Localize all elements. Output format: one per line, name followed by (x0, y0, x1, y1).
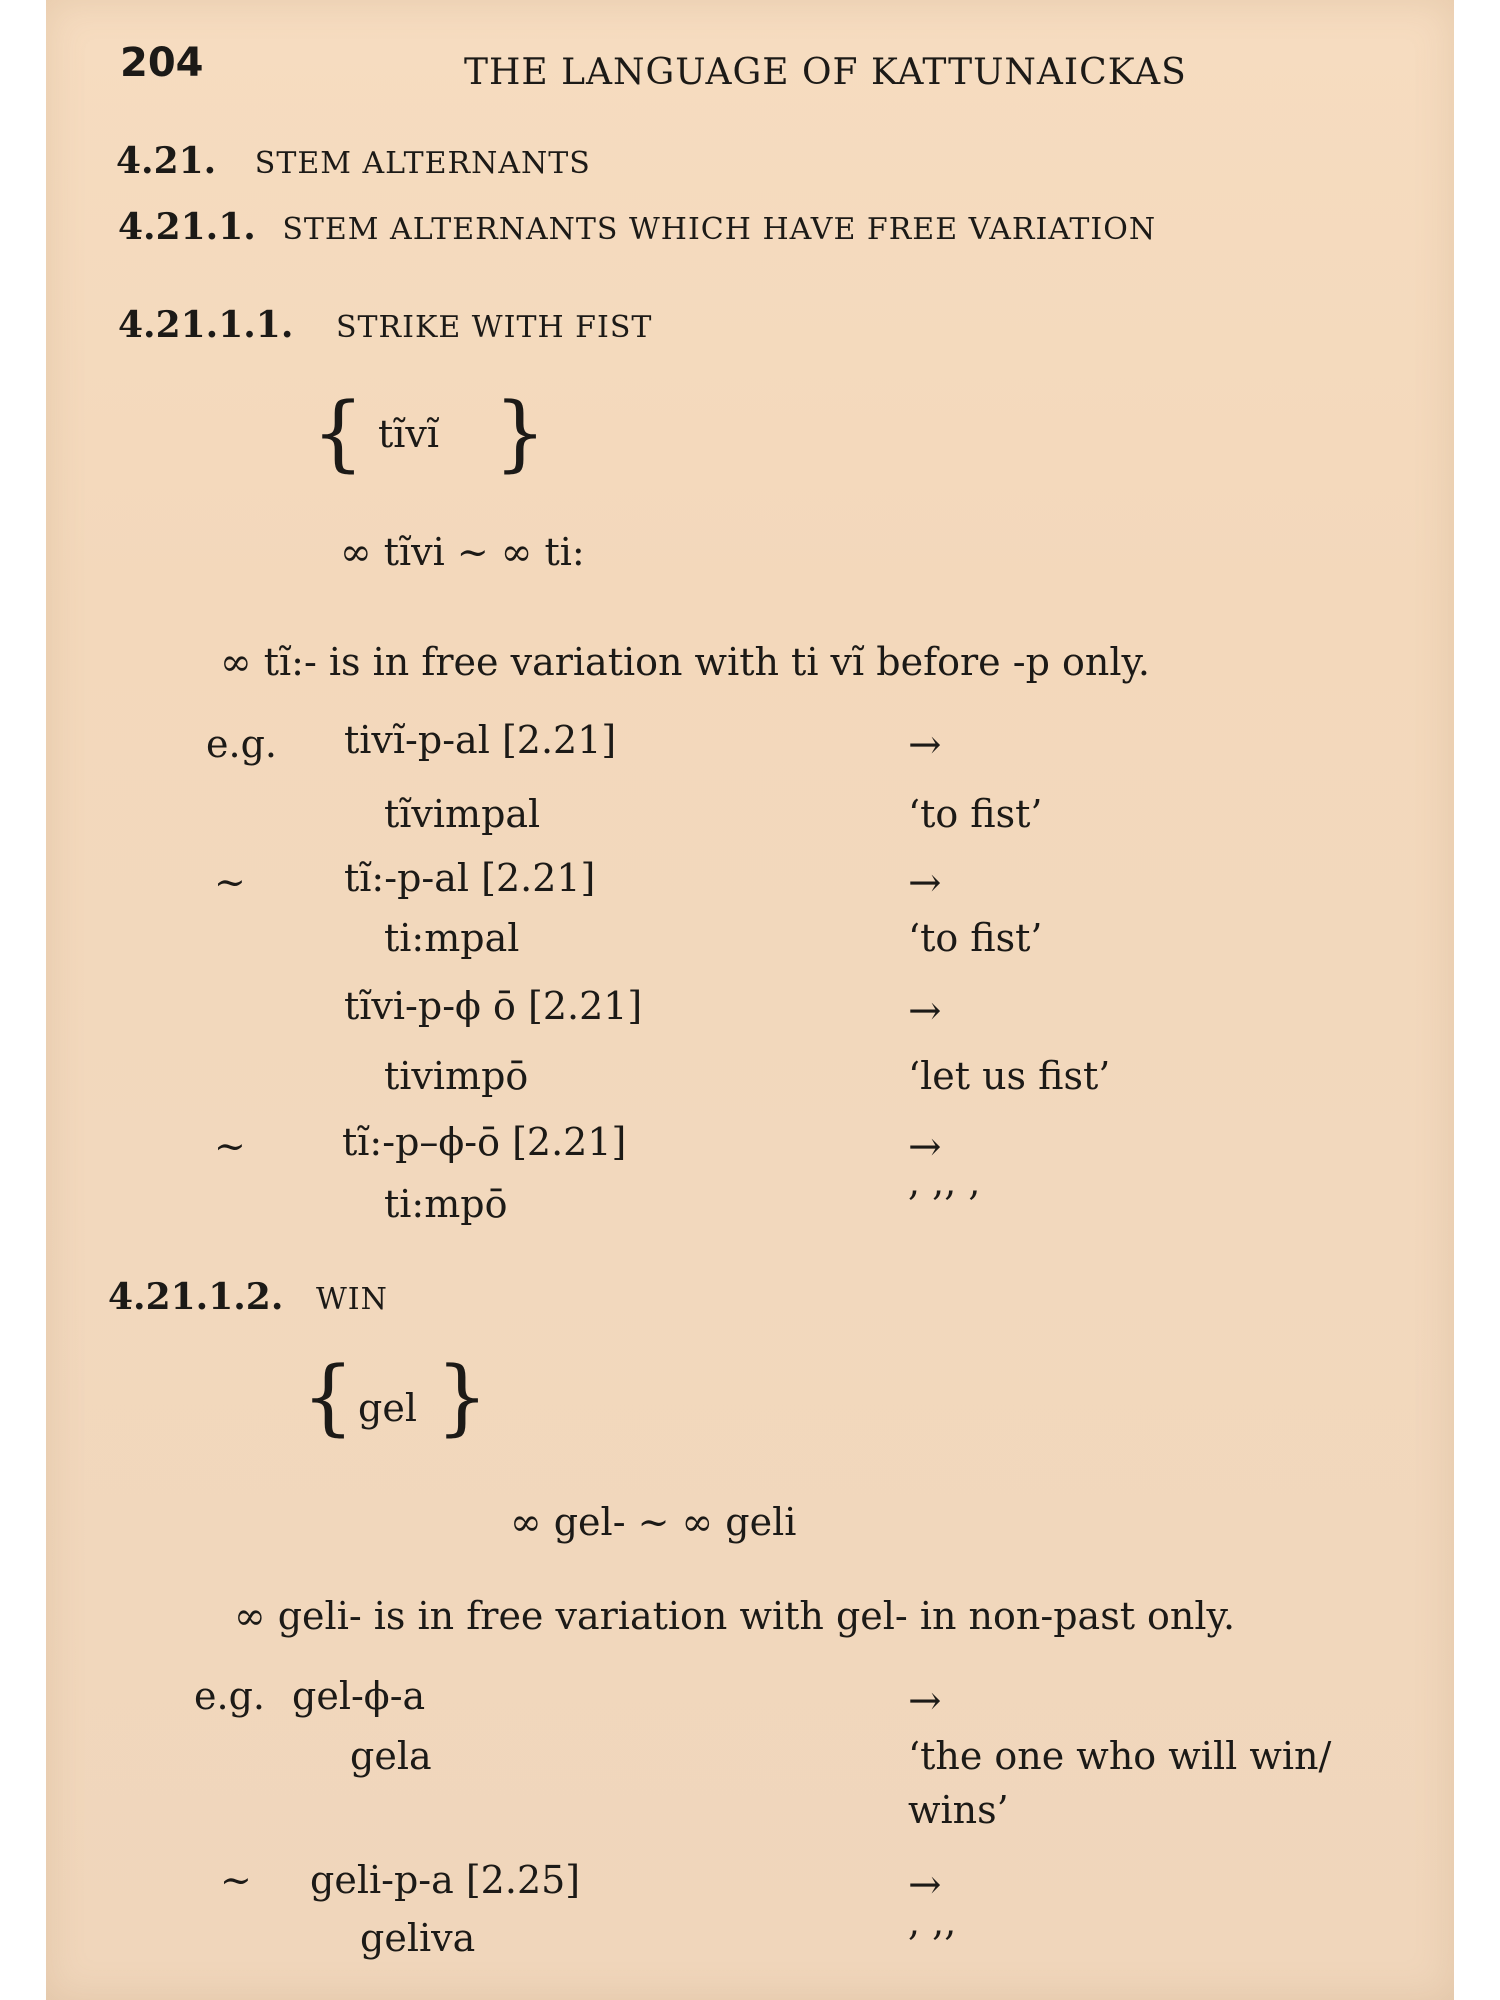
example-gloss: ‘the one who will win/ (908, 1734, 1332, 1778)
brace-close: } (494, 386, 547, 481)
example-surface: tĩvimpal (384, 792, 541, 836)
arrow-icon: → (908, 860, 942, 906)
example-form: tĩ:-p-al [2.21] (344, 856, 596, 900)
example-gloss: ‘to fist’ (908, 916, 1043, 960)
brace-open: { (302, 1350, 355, 1445)
example-form: tivĩ-p-al [2.21] (344, 718, 617, 762)
arrow-icon: → (908, 1678, 942, 1724)
free-variation-rule: ∞ geli- is in free variation with gel- in non-past only. (234, 1594, 1236, 1638)
section-title: WIN (315, 1282, 388, 1317)
arrow-icon: → (908, 1862, 942, 1908)
arrow-icon: → (908, 722, 942, 768)
arrow-icon: → (908, 1124, 942, 1170)
example-surface: tivimpō (384, 1054, 529, 1098)
example-lead: e.g. (194, 1674, 265, 1718)
alternants-line: ∞ gel- ~ ∞ geli (510, 1500, 797, 1544)
brace-close: } (436, 1350, 489, 1445)
subsubsection-heading (118, 304, 652, 346)
example-lead: ~ (214, 860, 246, 904)
section-number: 4.21.1.2. (108, 1276, 284, 1318)
example-form: tĩ:-p–ϕ-ō [2.21] (342, 1120, 627, 1164)
brace-open: { (312, 386, 365, 481)
example-gloss-continued: wins’ (908, 1788, 1009, 1832)
example-surface: gela (350, 1734, 432, 1778)
example-form: geli-p-a [2.25] (310, 1858, 581, 1902)
free-variation-rule: ∞ tĩ:- is in free variation with ti vĩ before -p only. (220, 640, 1150, 684)
example-form: tĩvi-p-ϕ ō [2.21] (344, 984, 643, 1028)
page-number: 204 (120, 40, 204, 86)
morpheme: gel (358, 1386, 417, 1430)
section-heading (116, 140, 591, 182)
book-page (46, 0, 1454, 2000)
example-gloss: ‘to fist’ (908, 792, 1043, 836)
example-surface: geliva (360, 1916, 476, 1960)
section-number: 4.21. (116, 140, 217, 182)
example-lead: ~ (214, 1124, 246, 1168)
subsubsection-heading (108, 1276, 388, 1318)
morpheme: tĩvĩ (378, 412, 440, 456)
section-number: 4.21.1.1. (118, 304, 294, 346)
example-surface: ti:mpō (384, 1182, 508, 1226)
section-title: STEM ALTERNANTS WHICH HAVE FREE VARIATION (282, 212, 1157, 247)
section-title: STRIKE WITH FIST (335, 310, 653, 345)
ditto-marks: , ,, , (908, 1160, 981, 1204)
ditto-marks: , ,, (908, 1900, 957, 1944)
alternants-line: ∞ tĩvi ~ ∞ ti: (340, 530, 585, 574)
example-lead: e.g. (206, 722, 277, 766)
arrow-icon: → (908, 988, 942, 1034)
example-surface: ti:mpal (384, 916, 520, 960)
example-gloss: ‘let us fist’ (908, 1054, 1111, 1098)
subsection-heading (118, 206, 1156, 248)
running-title: THE LANGUAGE OF KATTUNAICKAS (464, 52, 1187, 93)
section-number: 4.21.1. (118, 206, 256, 248)
example-form: gel-ϕ-a (292, 1674, 426, 1718)
example-lead: ~ (220, 1858, 252, 1902)
section-title: STEM ALTERNANTS (254, 146, 591, 181)
